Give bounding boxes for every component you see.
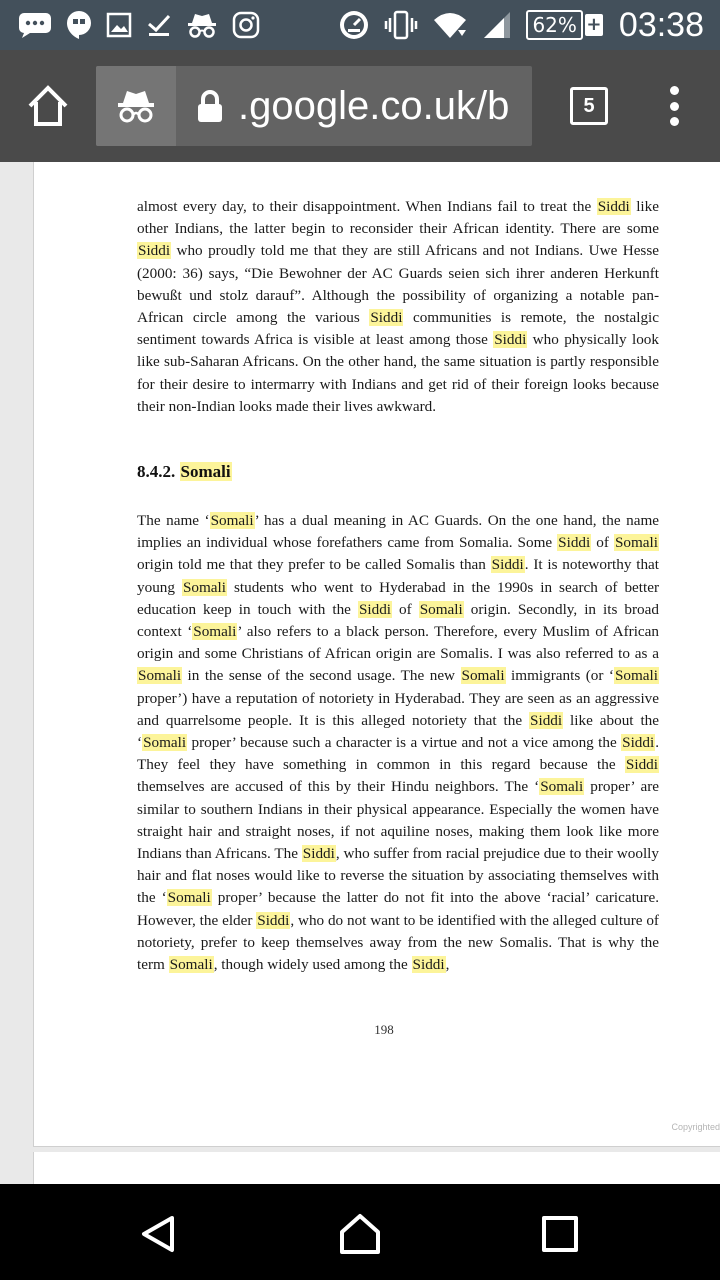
home-circle-icon xyxy=(338,1212,382,1256)
text-run: like about the ‘ xyxy=(137,711,659,752)
search-highlight: Siddi xyxy=(302,845,335,863)
search-highlight: Somali xyxy=(540,778,584,796)
section-title: Somali xyxy=(180,462,231,481)
search-highlight: Siddi xyxy=(370,309,403,327)
text-run: proper’ because the latter do not fit into the above ‘racial’ caricature. However, the elder xyxy=(137,889,659,929)
text-run: ’ has a dual meaning in AC Guards. On the one hand, the name implies an individual whose forefathers came from Somalia. Some xyxy=(137,512,659,552)
browser-toolbar xyxy=(0,50,720,162)
hangouts-icon xyxy=(66,8,92,42)
search-highlight: Siddi xyxy=(558,534,591,552)
home-nav-button[interactable] xyxy=(338,1212,382,1261)
wifi-icon xyxy=(432,8,468,42)
recent-apps-button[interactable] xyxy=(542,1216,578,1252)
messages-icon xyxy=(18,8,52,42)
lock-icon xyxy=(196,90,224,124)
copyright-watermark: Copyrighted xyxy=(671,1122,720,1132)
text-run: communities is remote, the nostalgic sentiment towards Africa is visible at least among those xyxy=(137,309,659,349)
search-highlight: Somali xyxy=(614,534,658,552)
speedometer-icon xyxy=(338,8,370,42)
search-highlight: Siddi xyxy=(138,242,171,260)
text-run: origin told me that they prefer to be called Somalis than xyxy=(137,556,491,574)
text-run: , who suffer from racial prejudice due to their woolly hair and flat noses would like to reverse the situation by associating themselves with the ‘ xyxy=(137,845,659,907)
search-highlight: Siddi xyxy=(412,956,445,974)
text-run: almost every day, to their disappointment. When Indians fail to treat the xyxy=(137,198,597,215)
text-run: of xyxy=(392,600,419,618)
text-run: ’ also refers to a black person. Therefore, every Muslim of African origin and some Christians of African origin are Somalis. I was also referred to as a xyxy=(137,623,659,663)
search-highlight: Somali xyxy=(193,623,237,641)
search-highlight: Somali xyxy=(210,512,254,529)
overflow-menu-button[interactable] xyxy=(662,86,686,126)
page-number: 198 xyxy=(374,1022,394,1037)
battery-level: 62% xyxy=(526,10,582,40)
paragraph-somali xyxy=(137,510,659,976)
status-bar xyxy=(0,0,720,50)
search-highlight: Siddi xyxy=(530,711,563,729)
search-highlight: Somali xyxy=(614,667,658,685)
text-run: The name ‘ xyxy=(137,512,210,529)
text-run: , who do not want to be identified with the alleged culture of notoriety, prefer to keep themselves away from the new Somalis. That is why the term xyxy=(137,911,659,974)
home-button[interactable] xyxy=(24,82,72,130)
search-highlight: Somali xyxy=(461,667,505,685)
navigation-bar xyxy=(0,1184,720,1280)
search-highlight: Siddi xyxy=(622,734,655,752)
home-icon xyxy=(24,82,72,130)
document-page xyxy=(33,162,720,1147)
section-number: 8.4.2. xyxy=(137,462,176,481)
clock-time: 03:38 xyxy=(618,6,704,44)
back-icon xyxy=(138,1214,178,1254)
search-highlight: Siddi xyxy=(625,756,658,774)
back-button[interactable] xyxy=(138,1214,178,1259)
text-run: who proudly told me that they are still Africans and not Indians. Uwe Hesse (2000: 36) says, “Die Bewohner der AC Guards seien sich ihrer anderen Herkunft bewußt und stolz darauf”. Although the possibility of organizing a notable pan-African circle among the various xyxy=(137,242,659,327)
instagram-icon xyxy=(232,8,260,42)
incognito-icon xyxy=(115,88,157,124)
search-highlight: Somali xyxy=(167,889,211,907)
text-run: students who went to Hyderabad in the 1990s in search of better education keep in touch with the xyxy=(137,578,660,618)
search-highlight: Somali xyxy=(143,734,187,752)
charging-icon: + xyxy=(586,14,602,35)
text-run: . They feel they have something in common in this regard because the xyxy=(137,734,659,774)
search-highlight: Siddi xyxy=(358,600,392,618)
search-highlight: Siddi xyxy=(257,911,290,929)
search-highlight: Somali xyxy=(169,956,213,974)
search-highlight: Siddi xyxy=(494,331,527,349)
incognito-badge xyxy=(96,66,176,146)
text-run: of xyxy=(591,534,614,552)
text-run: , xyxy=(445,956,450,974)
url-text[interactable]: .google.co.uk/b xyxy=(238,84,510,128)
text-run: themselves are accused of this by their Hindu neighbors. The ‘ xyxy=(137,778,540,796)
download-done-icon xyxy=(146,8,172,42)
text-run: in the sense of the second usage. The new xyxy=(182,667,461,685)
section-heading xyxy=(137,462,232,482)
text-run: proper’ because such a character is a virtue and not a vice among the xyxy=(187,734,622,752)
text-run: proper’ are similar to southern Indians in their physical appearance. Especially the women have straight hair and straight noses, if not aquiline noses, making them look like more Indians than Africans. The xyxy=(137,778,659,863)
search-highlight: Somali xyxy=(419,600,463,618)
text-run: origin. Secondly, in its broad context ‘ xyxy=(137,600,659,641)
paragraph-siddi-identity xyxy=(137,196,659,418)
text-run: proper’) have a reputation of notoriety in Hyderabad. They are seen as an aggressive and quarrelsome people. It is this alleged notoriety that the xyxy=(137,689,659,729)
next-page xyxy=(33,1152,720,1184)
incognito-icon xyxy=(186,8,218,42)
signal-icon xyxy=(482,8,512,42)
search-highlight: Siddi xyxy=(491,556,524,574)
gallery-icon xyxy=(106,8,132,42)
search-highlight: Somali xyxy=(182,578,226,596)
text-run: , though widely used among the xyxy=(213,956,412,974)
search-highlight: Somali xyxy=(138,667,182,685)
tab-switcher-button[interactable]: 5 xyxy=(570,87,608,125)
text-run: . It is noteworthy that young xyxy=(137,556,660,596)
url-bar[interactable] xyxy=(96,66,532,146)
search-highlight: Siddi xyxy=(597,198,630,215)
text-run: immigrants (or ‘ xyxy=(505,667,614,685)
document-viewer[interactable] xyxy=(0,162,720,1184)
text-run: who physically look like sub-Saharan Africans. On the other hand, the same situation is partly responsible for their desire to intermarry with Indians and get rid of their foreign looks because their non-Indian looks made their lives awkward. xyxy=(137,331,659,415)
text-run: like other Indians, the latter begin to reconsider their African identity. There are some xyxy=(137,198,659,238)
vibrate-icon xyxy=(384,8,418,42)
